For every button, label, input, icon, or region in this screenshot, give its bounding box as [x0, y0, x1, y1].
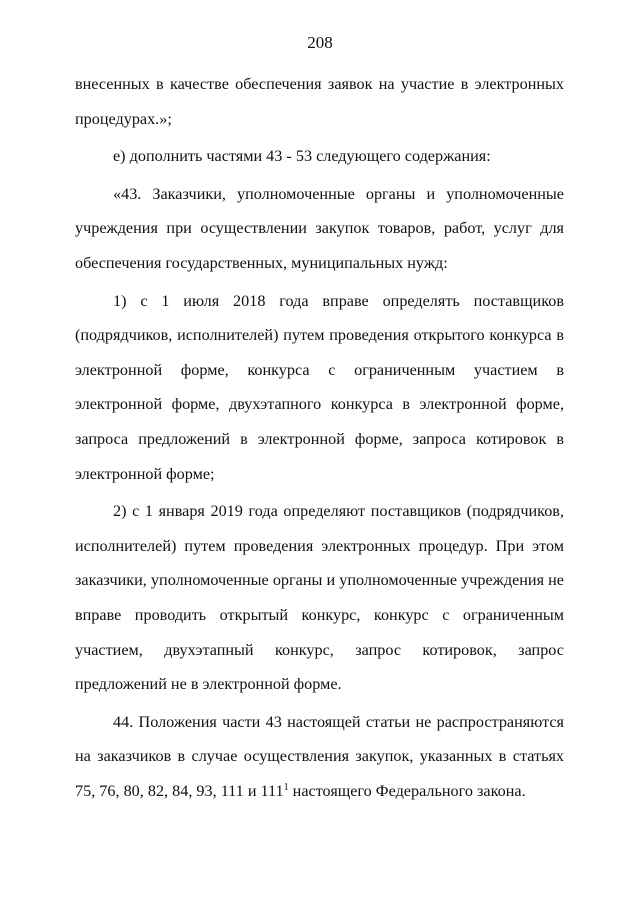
article-superscript: 1 [283, 781, 289, 793]
document-body [75, 67, 564, 811]
paragraph-amendment-e: е) дополнить частями 43 - 53 следующего содержания: [113, 147, 491, 166]
page-number: 208 [307, 33, 333, 52]
paragraph-part-43: «43. Заказчики, уполномоченные органы и уполномоченные учреждения при осуществлении закупок товаров, работ, услуг для обеспечения государственных, муниципальных нужд: [75, 184, 564, 272]
part-44-text: 44. Положения части 43 настоящей статьи не распространяются на заказчиков в случае осуществления закупок, указанных в статьях 75, 76, 80, 82, 84, 93, 111 и 111 [75, 712, 564, 800]
part-44-text-end: настоящего Федерального закона. [288, 781, 526, 800]
paragraph-continuation: внесенных в качестве обеспечения заявок на участие в электронных процедурах.»; [75, 75, 564, 128]
paragraph-item-1: 1) с 1 июля 2018 года вправе определять поставщиков (подрядчиков, исполнителей) путем проведения открытого конкурса в электронной форме, конкурса с ограниченным участием в электронной форме, двухэтапного конкурса в электронной форме, запроса предложений в электронной форме, запроса котировок в электронной форме; [75, 291, 564, 483]
paragraph-item-2: 2) с 1 января 2019 года определяют поставщиков (подрядчиков, исполнителей) путем проведения электронных процедур. При этом заказчики, уполномоченные органы и уполномоченные учреждения не вправе проводить открытый конкурс, конкурс с ограниченным участием, двухэтапный конкурс, запрос котировок, запрос предложений не в электронной форме. [75, 502, 564, 694]
paragraph-part-44 [75, 705, 564, 809]
